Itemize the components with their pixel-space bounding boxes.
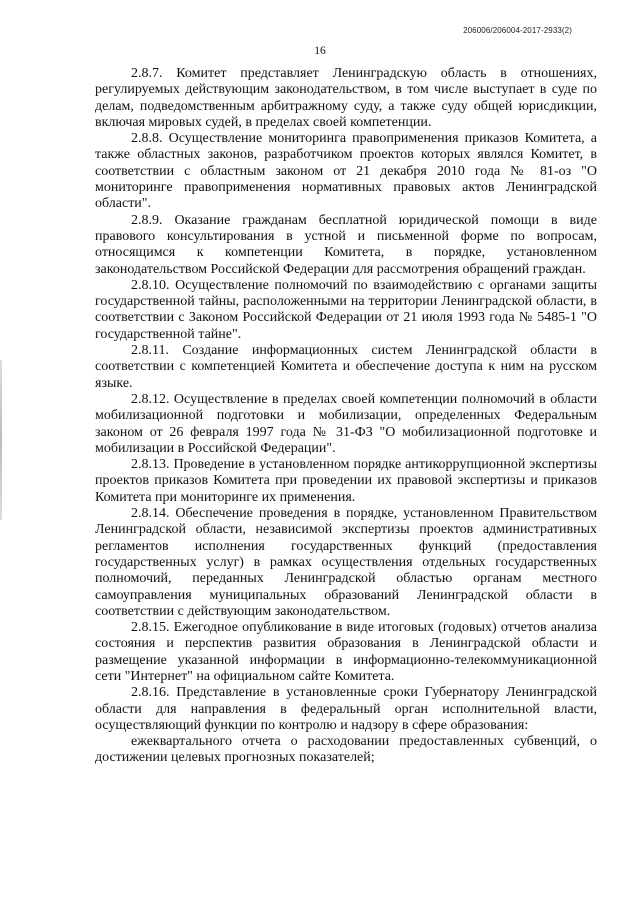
document-code: 206006/206004-2017-2933(2) xyxy=(463,26,572,35)
paragraph-2-8-15: 2.8.15. Ежегодное опубликование в виде итоговых (годовых) отчетов анализа состояния и перспектив развития образования в Ленинградской области и размещение указанной информации в информационно-телекоммуникационной сети "Интернет" на официальном сайте Комитета. xyxy=(95,620,597,684)
scan-edge-shadow xyxy=(0,360,2,520)
paragraph-2-8-10: 2.8.10. Осуществление полномочий по взаимодействию с органами защиты государственной тайны, расположенными на территории Ленинградской области, в соответствии с Законом Российской Федерации от 21 июля 1993 года № 5485-1 "О государственной тайне". xyxy=(95,277,597,342)
paragraph-2-8-16: 2.8.16. Представление в установленные сроки Губернатору Ленинградской области для направления в федеральный орган исполнительной власти, осуществляющий функции по контролю и надзору в сфере образования: xyxy=(95,685,597,733)
page-number: 16 xyxy=(314,45,326,57)
paragraph-2-8-12: 2.8.12. Осуществление в пределах своей компетенции полномочий в области мобилизационной подготовки и мобилизации, определенных Федеральным законом от 26 февраля 1997 года № 31-ФЗ "О мобилизационной подготовке и мобилизации в Российской Федерации". xyxy=(95,391,597,456)
paragraph-2-8-16-item: ежеквартального отчета о расходовании предоставленных субвенций, о достижении целевых прогнозных показателей; xyxy=(95,734,597,766)
paragraph-2-8-11: 2.8.11. Создание информационных систем Ленинградской области в соответствии с компетенцией Комитета и обеспечение доступа к ним на русском языке. xyxy=(95,343,597,391)
paragraph-2-8-9: 2.8.9. Оказание гражданам бесплатной юридической помощи в виде правового консультирования в устной и письменной форме по вопросам, относящимся к компетенции Комитета, в порядке, установленном законодательством Российской Федерации для рассмотрения обращений граждан. xyxy=(95,212,597,277)
document-body xyxy=(95,66,597,767)
paragraph-2-8-8: 2.8.8. Осуществление мониторинга правоприменения приказов Комитета, а также областных законов, разработчиком проектов которых являлся Комитет, в соответствии с областным законом от 21 декабря 2010 года № 81-оз "О мониторинге правоприменения нормативных правовых актов Ленинградской области". xyxy=(95,131,597,212)
paragraph-2-8-14: 2.8.14. Обеспечение проведения в порядке, установленном Правительством Ленинградской области, независимой экспертизы проектов административных регламентов исполнения государственных функций (предоставления государственных услуг) в рамках осуществления отдельных государственных полномочий, переданных Ленинградской областью органам местного самоуправления муниципальных образований Ленинградской области в соответствии с действующим законодательством. xyxy=(95,506,597,619)
paragraph-2-8-13: 2.8.13. Проведение в установленном порядке антикоррупционной экспертизы проектов приказов Комитета при проведении их правовой экспертизы и приказов Комитета при мониторинге их применения. xyxy=(95,457,597,505)
paragraph-2-8-7: 2.8.7. Комитет представляет Ленинградскую область в отношениях, регулируемых действующим законодательством, в том числе выступает в суде по делам, подведомственным арбитражному суду, а также суду общей юрисдикции, включая мировых судей, в пределах своей компетенции. xyxy=(95,66,597,130)
